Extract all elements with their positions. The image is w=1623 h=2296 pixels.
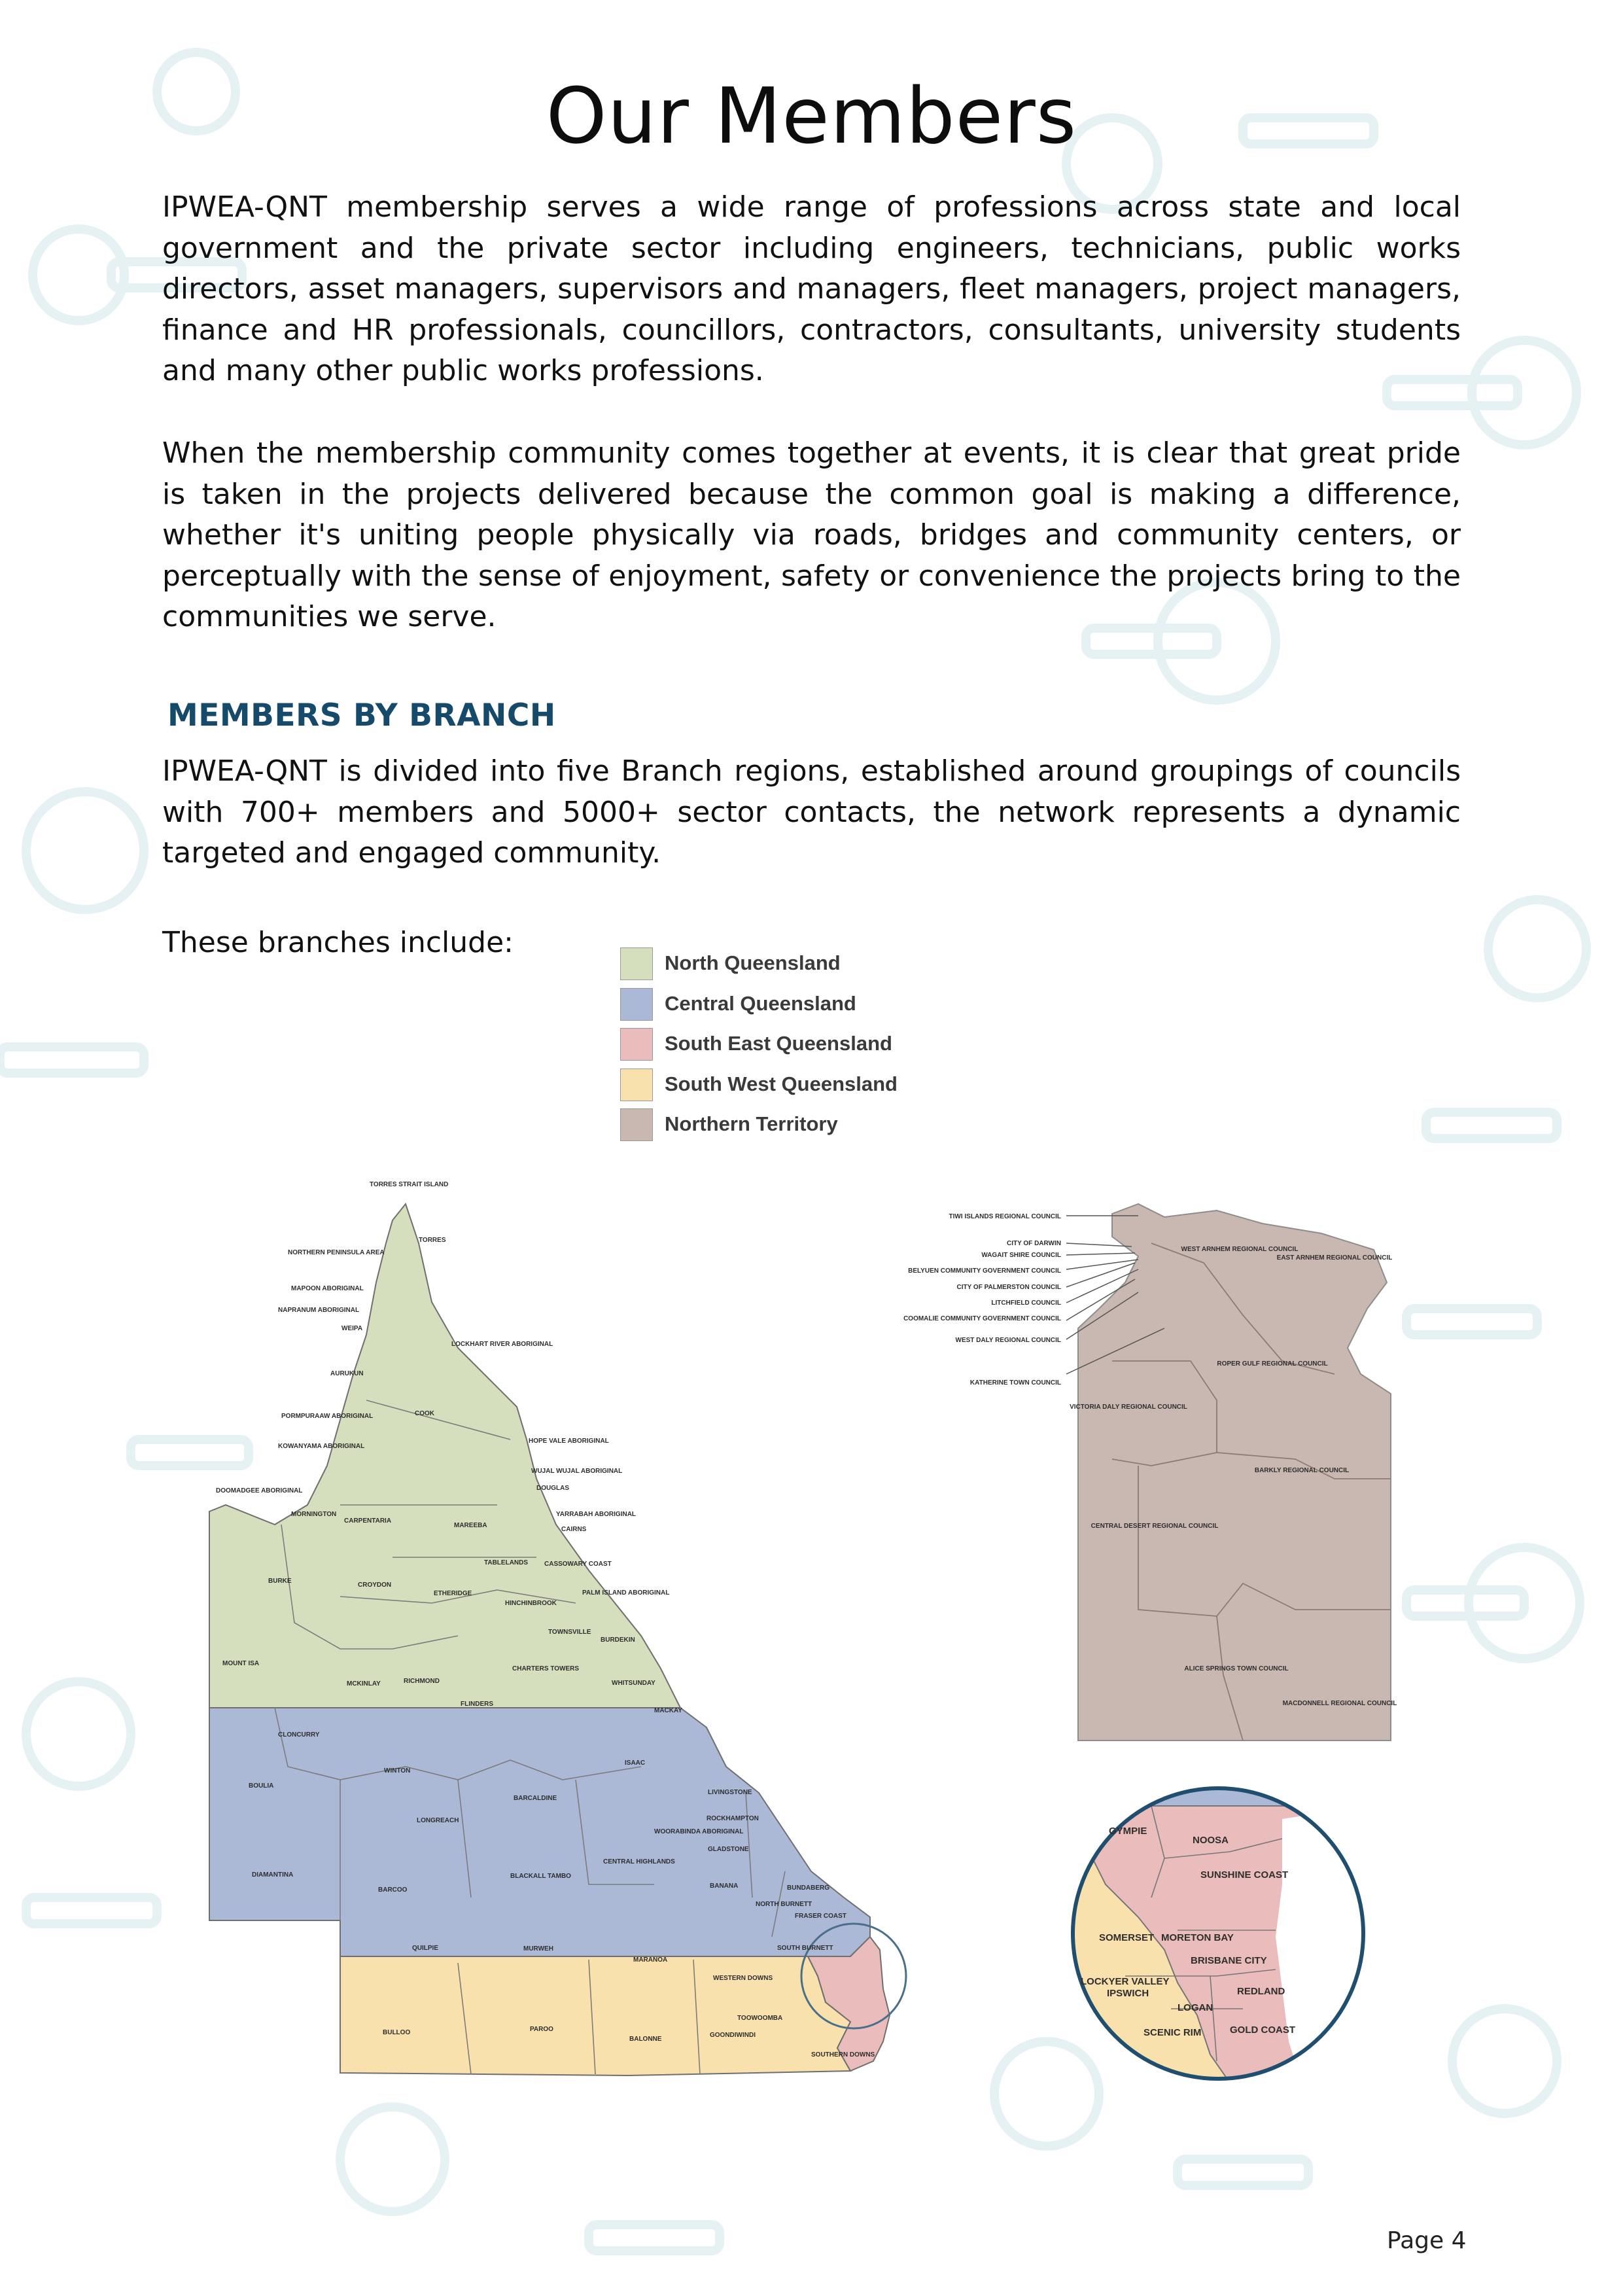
map-label: NOOSA	[1193, 1835, 1229, 1846]
map-label: SUNSHINE COAST	[1200, 1869, 1289, 1881]
page-number: Page 4	[1387, 2227, 1467, 2254]
map-label: YARRABAH ABORIGINAL	[556, 1511, 637, 1518]
map-label: CITY OF DARWIN	[1007, 1240, 1061, 1247]
map-label: DOOMADGEE ABORIGINAL	[216, 1487, 303, 1494]
map-label: WOORABINDA ABORIGINAL	[654, 1828, 744, 1835]
map-label: HINCHINBROOK	[505, 1600, 557, 1607]
legend-label: South East Queensland	[665, 1032, 892, 1055]
map-label: WUJAL WUJAL ABORIGINAL	[531, 1468, 623, 1475]
region-central-queensland	[209, 1708, 870, 1956]
map-label: ALICE SPRINGS TOWN COUNCIL	[1184, 1665, 1289, 1672]
map-label: LONGREACH	[417, 1817, 459, 1824]
map-label: CASSOWARY COAST	[544, 1561, 612, 1568]
map-label: AURUKUN	[330, 1370, 364, 1377]
map-label: BALONNE	[629, 2036, 662, 2043]
map-label: FLINDERS	[461, 1701, 493, 1708]
map-label: BARCALDINE	[514, 1795, 557, 1802]
map-label: MOUNT ISA	[222, 1660, 260, 1667]
branches-intro: These branches include:	[162, 926, 514, 959]
map-label: MAREEBA	[454, 1522, 487, 1529]
map-label: KATHERINE TOWN COUNCIL	[969, 1379, 1061, 1386]
legend-label: South West Queensland	[665, 1072, 898, 1095]
map-label: LOGAN	[1178, 2002, 1213, 2013]
map-label: VICTORIA DALY REGIONAL COUNCIL	[1070, 1404, 1187, 1411]
map-label: ETHERIDGE	[434, 1590, 472, 1597]
map-label: ROCKHAMPTON	[707, 1815, 759, 1822]
map-label: LIVINGSTONE	[708, 1789, 752, 1796]
map-label: CLONCURRY	[278, 1731, 320, 1739]
map-label: MURWEH	[523, 1945, 553, 1952]
map-label: ROPER GULF REGIONAL COUNCIL	[1217, 1360, 1328, 1368]
map-label: DIAMANTINA	[252, 1871, 294, 1879]
map-label: WAGAIT SHIRE COUNCIL	[981, 1252, 1061, 1259]
map-label: GOLD COAST	[1230, 2024, 1295, 2036]
map-label: BUNDABERG	[787, 1884, 829, 1892]
map-label: BOULIA	[249, 1782, 274, 1790]
map-label: MCKINLAY	[347, 1680, 381, 1687]
map-label: LITCHFIELD COUNCIL	[991, 1299, 1061, 1307]
map-label: BLACKALL TAMBO	[510, 1873, 571, 1880]
map-label: SOMERSET	[1099, 1932, 1155, 1943]
page-title: Our Members	[546, 71, 1077, 161]
legend-label: Northern Territory	[665, 1112, 838, 1135]
map-label: MACDONNELL REGIONAL COUNCIL	[1282, 1700, 1397, 1707]
map-label: RICHMOND	[404, 1678, 440, 1685]
map-label: TOWNSVILLE	[548, 1629, 591, 1636]
map-label: BANANA	[710, 1882, 739, 1890]
region-north-queensland	[209, 1204, 680, 1708]
map-label: NAPRANUM ABORIGINAL	[278, 1307, 360, 1314]
map-label: HOPE VALE ABORIGINAL	[529, 1438, 609, 1445]
map-label: BRISBANE CITY	[1191, 1955, 1267, 1966]
map-label: PAROO	[530, 2026, 553, 2033]
map-label: COOK	[415, 1410, 434, 1417]
map-label: BURKE	[268, 1578, 292, 1585]
map-label: BELYUEN COMMUNITY GOVERNMENT COUNCIL	[908, 1267, 1061, 1275]
map-label: EAST ARNHEM REGIONAL COUNCIL	[1276, 1254, 1393, 1262]
map-label: GYMPIE	[1109, 1826, 1147, 1837]
map-label: PALM ISLAND ABORIGINAL	[582, 1589, 670, 1597]
legend-label: North Queensland	[665, 951, 841, 974]
branch-paragraph: IPWEA-QNT is divided into five Branch regions, established around groupings of councils with 700+ members and 5000+ sector contacts, the network represents a dynamic targeted and engaged community.	[162, 754, 1461, 870]
intro-paragraph: IPWEA-QNT membership serves a wide range of professions across state and local government and the private sector including engineers, technicians, public works directors, asset managers, supervisors and managers, fleet managers, project managers, finance and HR professionals, councillors, contractors, consultants, university students and many other public works professions.	[162, 190, 1461, 387]
map-label: REDLAND	[1237, 1986, 1285, 1997]
map-label: FRASER COAST	[795, 1913, 846, 1920]
map-label: BARCOO	[378, 1886, 408, 1894]
map-label: BULLOO	[383, 2029, 411, 2036]
map-label: KOWANYAMA ABORIGINAL	[278, 1443, 365, 1450]
map-label: CENTRAL HIGHLANDS	[603, 1858, 675, 1865]
map-label: CARPENTARIA	[344, 1517, 392, 1525]
map-label: WEST DALY REGIONAL COUNCIL	[955, 1337, 1061, 1344]
map-label: CROYDON	[358, 1581, 392, 1589]
map-label: ISAAC	[625, 1759, 646, 1767]
map-label: WEST ARNHEM REGIONAL COUNCIL	[1181, 1246, 1299, 1253]
map-label: CITY OF PALMERSTON COUNCIL	[956, 1284, 1061, 1291]
map-label: LOCKYER VALLEY	[1081, 1976, 1170, 1987]
map-label: QUILPIE	[412, 1945, 439, 1952]
map-label: NORTH BURNETT	[756, 1901, 812, 1908]
map-label: DOUGLAS	[536, 1485, 569, 1492]
map-label: IPSWICH	[1107, 1988, 1149, 1999]
map-label: BURDEKIN	[601, 1636, 635, 1644]
map-label: TORRES STRAIT ISLAND	[370, 1181, 449, 1188]
map-label: COOMALIE COMMUNITY GOVERNMENT COUNCIL	[903, 1315, 1061, 1322]
map-label: SCENIC RIM	[1143, 2027, 1202, 2038]
map-label: GOONDIWINDI	[710, 2032, 756, 2039]
map-label: LOCKHART RIVER ABORIGINAL	[451, 1341, 553, 1348]
map-label: NORTHERN PENINSULA AREA	[288, 1249, 385, 1256]
map-label: WINTON	[384, 1767, 411, 1775]
map-label: MORNINGTON	[291, 1511, 337, 1518]
map-label: WEIPA	[341, 1325, 363, 1332]
map-label: GLADSTONE	[708, 1846, 749, 1853]
map-label: MACKAY	[654, 1707, 682, 1714]
section-heading: MEMBERS BY BRANCH	[167, 698, 556, 733]
map-label: MORETON BAY	[1161, 1932, 1234, 1943]
map-label: TOOWOOMBA	[737, 2015, 783, 2022]
map-label: CENTRAL DESERT REGIONAL COUNCIL	[1091, 1523, 1219, 1530]
map-label: MAPOON ABORIGINAL	[291, 1285, 364, 1292]
map-label: TORRES	[419, 1237, 446, 1244]
map-label: TIWI ISLANDS REGIONAL COUNCIL	[949, 1213, 1061, 1220]
map-label: CAIRNS	[561, 1526, 587, 1533]
map-label: CHARTERS TOWERS	[512, 1665, 580, 1672]
map-label: TABLELANDS	[484, 1559, 529, 1566]
map-label: PORMPURAAW ABORIGINAL	[281, 1413, 374, 1420]
legend-label: Central Queensland	[665, 992, 856, 1015]
map-label: SOUTH BURNETT	[777, 1945, 833, 1952]
map-label: WESTERN DOWNS	[713, 1975, 773, 1982]
map-label: SOUTHERN DOWNS	[811, 2051, 875, 2058]
map-label: WHITSUNDAY	[612, 1680, 655, 1687]
community-paragraph: When the membership community comes together at events, it is clear that great pride is taken in the projects delivered because the common goal is making a difference, whether it's uniting people physically via roads, bridges and community centers, or perceptually with the sense of enjoyment, safety or convenience the projects bring to the communities we serve.	[162, 436, 1461, 633]
map-label: MARANOA	[633, 1956, 668, 1964]
map-label: BARKLY REGIONAL COUNCIL	[1254, 1467, 1350, 1474]
